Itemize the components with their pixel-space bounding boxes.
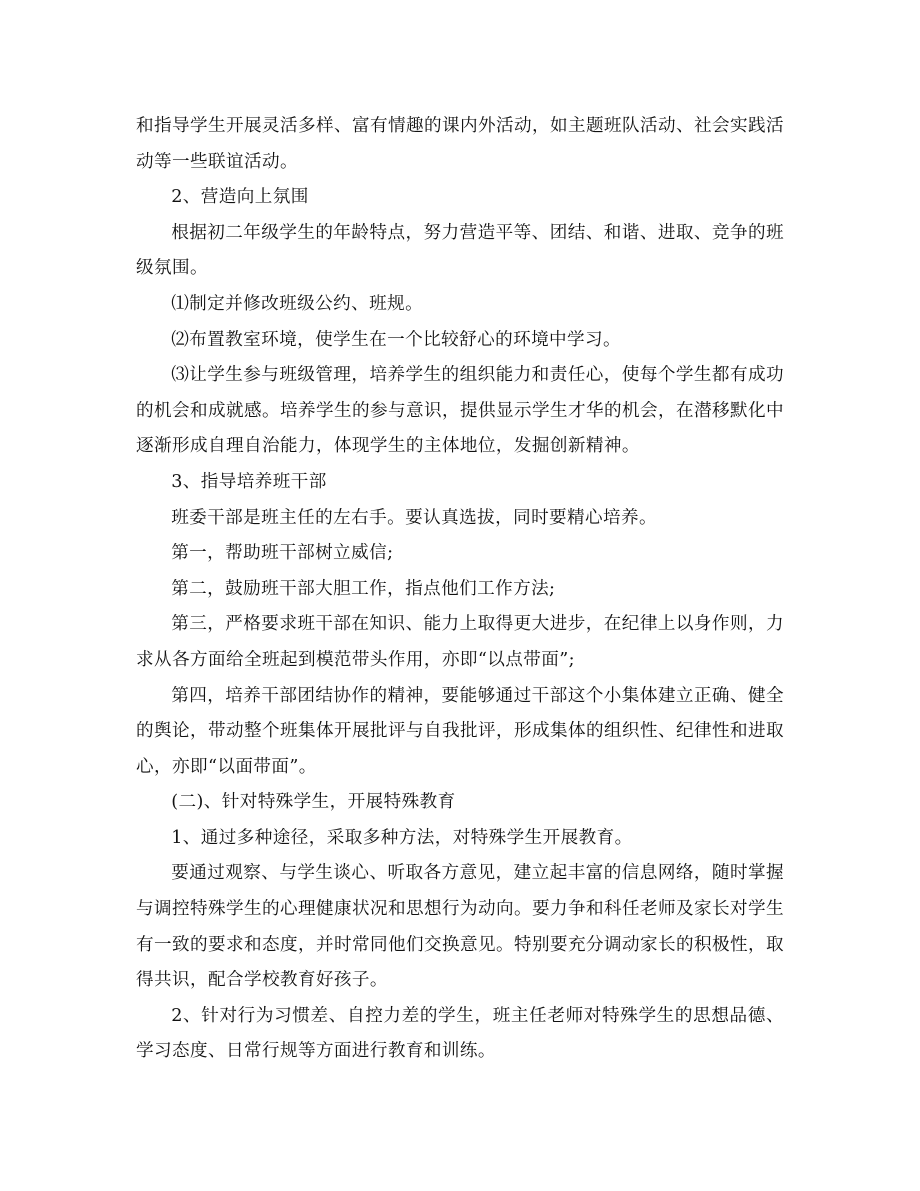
section-heading: 2、针对行为习惯差、自控力差的学生，班主任老师对特殊学生的思想品德、学习态度、日常行规等方面进行教育和训练。	[136, 1005, 784, 1062]
paragraph: 根据初二年级学生的年龄特点，努力营造平等、团结、和谐、进取、竞争的班级氛围。	[136, 222, 784, 279]
list-item: ⑵布置教室环境，使学生在一个比较舒心的环境中学习。	[171, 329, 622, 350]
list-item: 第一，帮助班干部树立威信;	[171, 543, 394, 564]
paragraph: 要通过观察、与学生谈心、听取各方意见，建立起丰富的信息网络，随时掌握与调控特殊学生的心理健康状况和思想行为动向。要力争和科任老师及家长对学生有一致的要求和态度，并时常同他们交换意见。特别要充分调动家长的积极性，取得共识，配合学校教育好孩子。	[136, 863, 784, 991]
document-body	[136, 109, 784, 1070]
section-heading: 2、营造向上氛围	[171, 187, 309, 208]
section-heading: (二)、针对特殊学生，开展特殊教育	[171, 792, 456, 813]
paragraph: 班委干部是班主任的左右手。要认真选拔，同时要精心培养。	[171, 507, 658, 528]
list-item: ⑴制定并修改班级公约、班规。	[171, 293, 424, 314]
list-item: 第三，严格要求班干部在知识、能力上取得更大进步，在纪律上以身作则，力求从各方面给全班起到模范带头作用，亦即“以点带面”;	[136, 614, 784, 670]
section-heading: 3、指导培养班干部	[171, 471, 327, 492]
list-item: ⑶让学生参与班级管理，培养学生的组织能力和责任心，使每个学生都有成功的机会和成就感。培养学生的参与意识，提供显示学生才华的机会，在潜移默化中逐渐形成自理自治能力，体现学生的主体地位，发掘创新精神。	[136, 365, 784, 457]
list-item: 第四，培养干部团结协作的精神，要能够通过干部这个小集体建立正确、健全的舆论，带动整个班集体开展批评与自我批评，形成集体的组织性、纪律性和进取心，亦即“以面带面”。	[136, 685, 784, 777]
section-heading: 1、通过多种途径，采取多种方法，对特殊学生开展教育。	[171, 827, 633, 848]
paragraph: 和指导学生开展灵活多样、富有情趣的课内外活动，如主题班队活动、社会实践活动等一些联谊活动。	[136, 116, 784, 172]
list-item: 第二，鼓励班干部大胆工作，指点他们工作方法;	[171, 578, 556, 599]
